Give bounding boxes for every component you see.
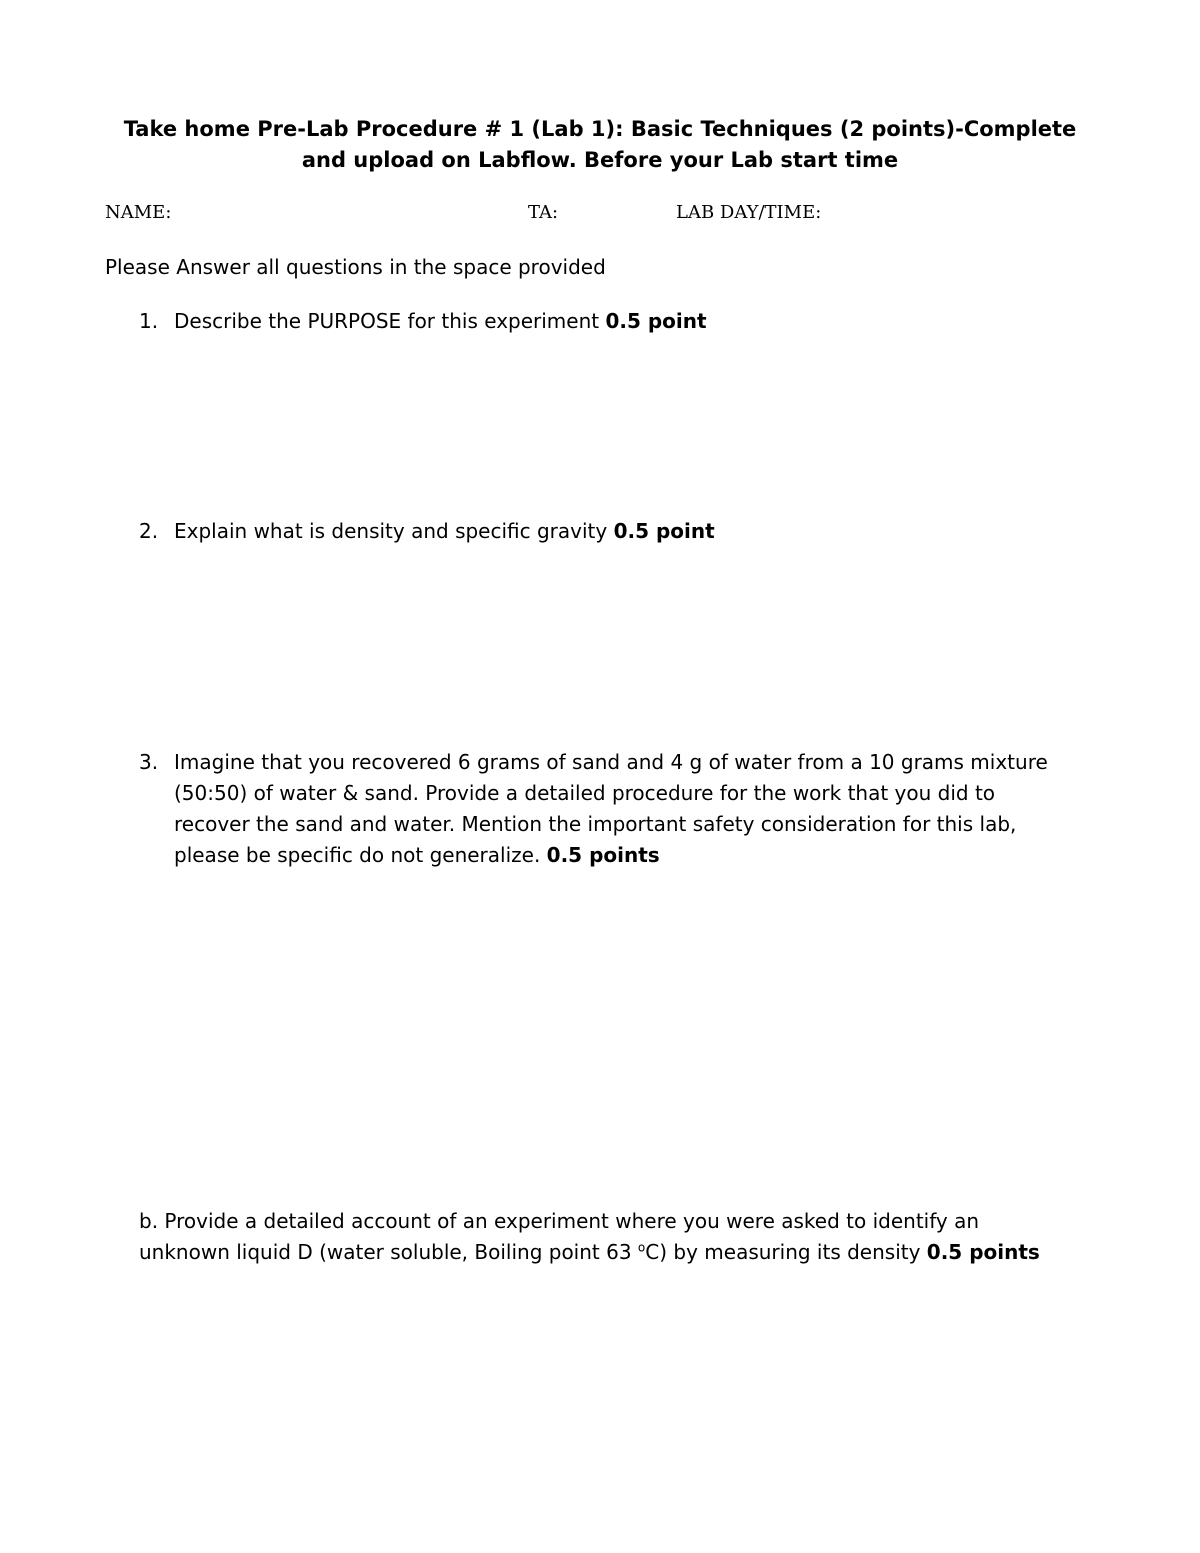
lab-day-time-field-label: LAB DAY/TIME:	[676, 202, 822, 223]
question-b	[139, 1206, 1040, 1268]
title-line-2: and upload on Labflow. Before your Lab start time	[301, 148, 899, 172]
question-line: recover the sand and water. Mention the important safety consideration for this lab,	[174, 812, 1017, 836]
student-info-fields	[0, 200, 1200, 226]
question-line: Explain what is density and specific gravity 0.5 point	[174, 519, 715, 543]
question-number: 1.	[139, 309, 159, 333]
ta-field-label: TA:	[528, 202, 559, 223]
question-line: Imagine that you recovered 6 grams of sand and 4 g of water from a 10 grams mixture	[174, 750, 1048, 774]
question-number: 2.	[139, 519, 159, 543]
degree-symbol: o	[637, 1240, 646, 1255]
question-line: please be specific do not generalize. 0.5 points	[174, 843, 660, 867]
question-line: b. Provide a detailed account of an experiment where you were asked to identify an	[139, 1209, 980, 1233]
question-points: 0.5 point	[605, 309, 707, 333]
question-line: Describe the PURPOSE for this experiment 0.5 point	[174, 309, 707, 333]
question-points: 0.5 points	[926, 1240, 1040, 1264]
instructions: Please Answer all questions in the space provided	[105, 255, 606, 279]
worksheet-title	[100, 114, 1100, 176]
question-text	[174, 516, 715, 547]
question-points: 0.5 point	[613, 519, 715, 543]
name-field-label: NAME:	[105, 202, 172, 223]
question-text	[174, 747, 1048, 871]
question-line: (50:50) of water & sand. Provide a detailed procedure for the work that you did to	[174, 781, 996, 805]
question-points: 0.5 points	[546, 843, 660, 867]
question-number: 3.	[139, 750, 159, 774]
title-line-1: Take home Pre-Lab Procedure # 1 (Lab 1): Basic Techniques (2 points)-Complete	[123, 117, 1077, 141]
question-line: unknown liquid D (water soluble, Boiling point 63 $^o$C) by measuring its density 0.5 points	[139, 1240, 1040, 1264]
question-text	[174, 306, 707, 337]
